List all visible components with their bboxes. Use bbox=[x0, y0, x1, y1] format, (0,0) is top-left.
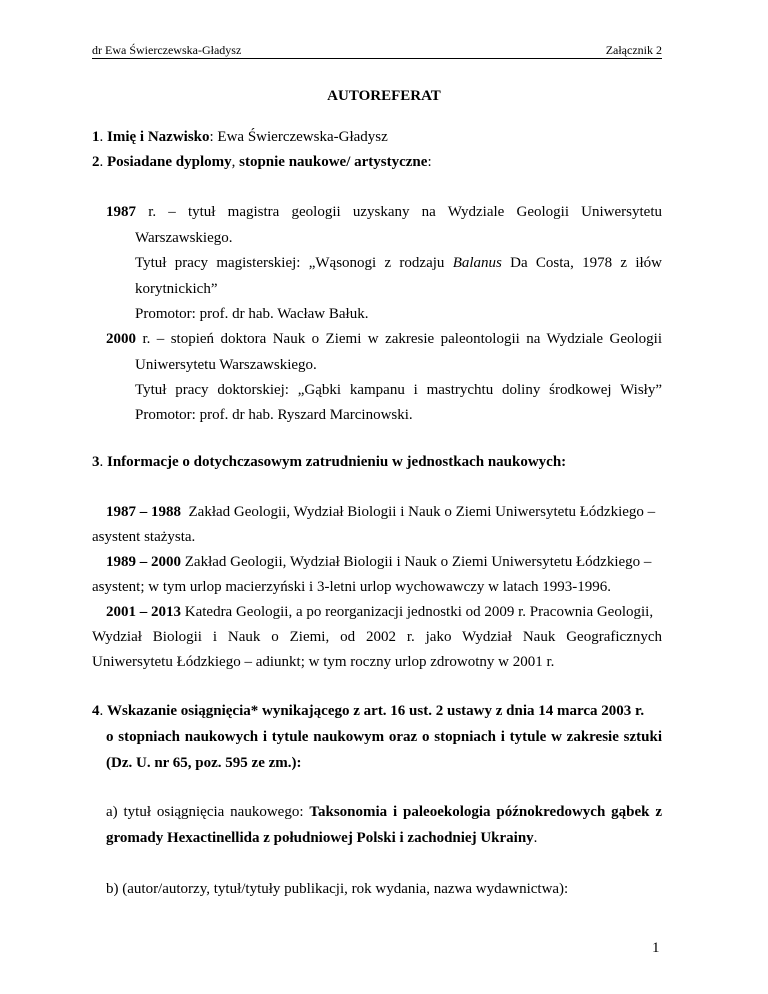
section-2-label-2: stopnie naukowe/ artystyczne bbox=[239, 154, 428, 170]
section-1-number: 1 bbox=[92, 129, 100, 145]
header-annex: Załącznik 2 bbox=[605, 43, 662, 57]
degree-2-text: r. – stopień doktora Nauk o Ziemi w zakresie paleontologii na Wydziale Geologii bbox=[142, 331, 662, 347]
job-1-line-1 bbox=[106, 503, 655, 521]
section-4-heading-line-1: 4. Wskazanie osiągnięcia* wynikającego z art. 16 ust. 2 ustawy z dnia 14 marca 2003 r. bbox=[92, 703, 645, 719]
job-2-cont: asystent; w tym urlop macierzyński i 3-letni urlop wychowawczy w latach 1993-1996. bbox=[92, 579, 612, 595]
section-4-a-title-1: Taksonomia i paleoekologia późnokredowych gąbek z bbox=[309, 804, 662, 820]
page-number: 1 bbox=[652, 940, 660, 956]
job-1-years: 1987 – 1988 bbox=[106, 504, 181, 520]
section-1-value: Ewa Świerczewska-Gładysz bbox=[217, 129, 388, 145]
degree-1-line-1 bbox=[106, 203, 662, 221]
header-rule bbox=[92, 58, 662, 59]
section-1-label: Imię i Nazwisko bbox=[107, 129, 210, 145]
degree-1-thesis-cont: korytnickich” bbox=[135, 281, 218, 297]
degree-1-thesis-post: Da Costa, 1978 z iłów bbox=[510, 255, 663, 271]
section-2-label-1: Posiadane dyplomy bbox=[107, 154, 232, 170]
degree-1-line-2: Warszawskiego. bbox=[135, 230, 233, 246]
section-3-number: 3 bbox=[92, 454, 100, 470]
section-3-label: Informacje o dotychczasowym zatrudnieniu w jednostkach naukowych: bbox=[107, 454, 567, 470]
header-author: dr Ewa Świerczewska-Gładysz bbox=[92, 43, 242, 57]
document-title: AUTOREFERAT bbox=[327, 88, 441, 104]
job-3-cont-1: Wydział Biologii i Nauk o Ziemi, od 2002 r. jako Wydział Nauk Geograficznych bbox=[92, 629, 662, 645]
job-2-years: 1989 – 2000 bbox=[106, 554, 181, 570]
job-2-text: Zakład Geologii, Wydział Biologii i Nauk o Ziemi Uniwersytetu Łódzkiego – bbox=[184, 554, 652, 570]
section-3-heading: 3. Informacje o dotychczasowym zatrudnieniu w jednostkach naukowych: bbox=[92, 454, 567, 470]
job-3-line-1 bbox=[106, 603, 653, 621]
degree-2-line-1 bbox=[106, 330, 662, 348]
job-3-text: Katedra Geologii, a po reorganizacji jednostki od 2009 r. Pracownia Geologii, bbox=[184, 604, 654, 620]
degree-2-thesis: Tytuł pracy doktorskiej: „Gąbki kampanu i mastrychtu doliny środkowej Wisły” bbox=[135, 382, 662, 398]
section-1: 1. Imię i Nazwisko: Ewa Świerczewska-Gładysz bbox=[92, 129, 388, 145]
job-3-cont-2: Uniwersytetu Łódzkiego – adiunkt; w tym roczny urlop zdrowotny w 2001 r. bbox=[92, 654, 555, 670]
section-2-heading: 2. Posiadane dyplomy, stopnie naukowe/ artystyczne: bbox=[92, 154, 432, 170]
degree-1-thesis-italic: Balanus bbox=[452, 255, 502, 271]
degree-2-promotor: Promotor: prof. dr hab. Ryszard Marcinowski. bbox=[135, 407, 413, 423]
degree-2-year: 2000 bbox=[106, 331, 136, 347]
job-1-text: Zakład Geologii, Wydział Biologii i Nauk o Ziemi Uniwersytetu Łódzkiego – bbox=[188, 504, 656, 520]
degree-1-thesis bbox=[135, 254, 662, 272]
job-3-years: 2001 – 2013 bbox=[106, 604, 181, 620]
section-4-a-end: . bbox=[533, 830, 538, 846]
degree-1-thesis-pre: Tytuł pracy magisterskiej: „Wąsonogi z rodzaju bbox=[135, 255, 445, 271]
section-4-heading-line-2: o stopniach naukowych i tytule naukowym oraz o stopniach i tytule w zakresie sztuki bbox=[106, 729, 662, 745]
degree-1-text: r. – tytuł magistra geologii uzyskany na Wydziale Geologii Uniwersytetu bbox=[148, 204, 662, 220]
job-2-line-1 bbox=[106, 553, 651, 571]
degree-1-year: 1987 bbox=[106, 204, 136, 220]
section-4-heading-1: Wskazanie osiągnięcia* wynikającego z art. 16 ust. 2 ustawy z dnia 14 marca 2003 r. bbox=[107, 703, 645, 719]
degree-1-promotor: Promotor: prof. dr hab. Wacław Bałuk. bbox=[135, 306, 369, 322]
degree-2-line-2: Uniwersytetu Warszawskiego. bbox=[135, 357, 317, 373]
section-4-a-line-2 bbox=[106, 829, 537, 847]
section-4-a-line-1 bbox=[106, 803, 662, 821]
section-4-b: b) (autor/autorzy, tytuł/tytuły publikacji, rok wydania, nazwa wydawnictwa): bbox=[106, 881, 569, 897]
section-4-a-title-2: gromady Hexactinellida z południowej Polski i zachodniej Ukrainy bbox=[106, 830, 534, 846]
section-4-number: 4 bbox=[92, 703, 100, 719]
section-4-heading-line-3: (Dz. U. nr 65, poz. 595 ze zm.): bbox=[106, 755, 302, 771]
job-1-cont: asystent stażysta. bbox=[92, 529, 196, 545]
section-4-a-prefix: a) tytuł osiągnięcia naukowego: bbox=[106, 804, 304, 820]
section-2-number: 2 bbox=[92, 154, 100, 170]
